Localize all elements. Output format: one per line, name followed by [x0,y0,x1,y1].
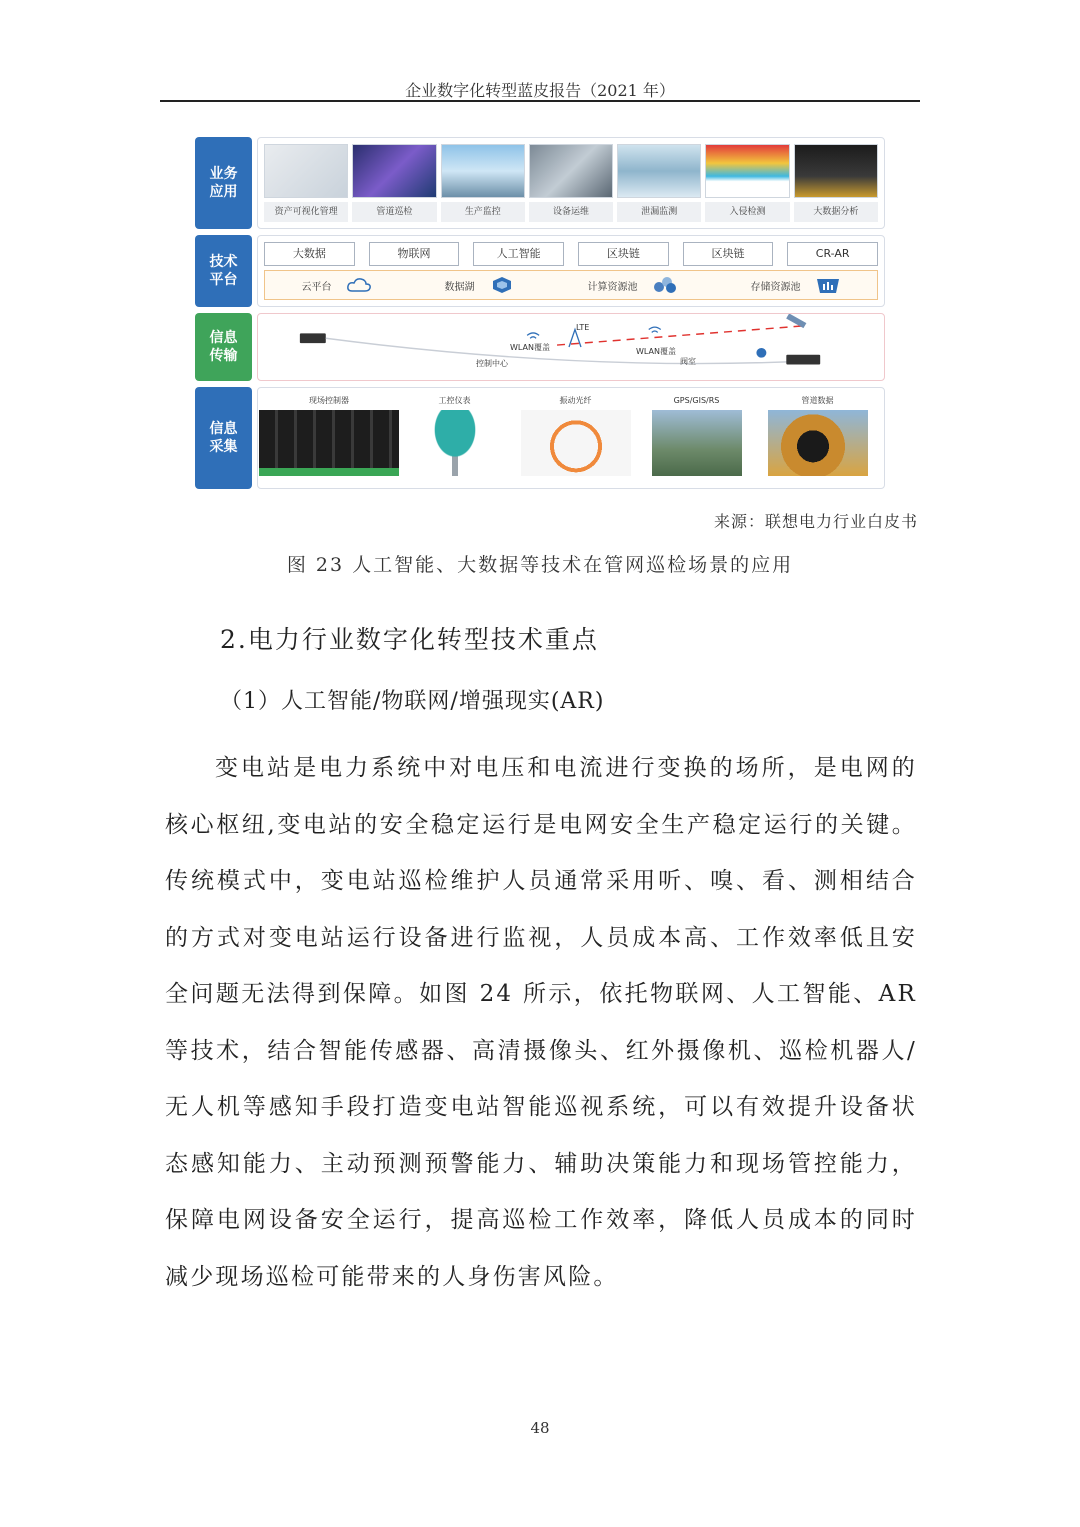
row-label-collection: 信息采集 [195,387,252,489]
collection-item: 现场控制器 [264,394,394,482]
row-label-tech: 技术平台 [195,235,252,307]
collection-item: 振动光纤 [515,394,636,482]
header-rule [160,100,920,102]
control-center-label: 控制中心 [476,359,508,368]
app-equipment-ops: 设备运维 [529,144,613,222]
tech-box [257,235,885,307]
subsection-title: （1）人工智能/物联网/增强现实(AR) [220,689,605,714]
resource-compute: 计算资源池 [588,276,678,294]
heatmap-thumbnail [705,144,789,198]
bigdata-thumbnail [794,144,878,198]
tech-tag: 区块链 [683,242,774,266]
collection-item: GPS/GIS/RS [636,394,757,482]
body-paragraph: 变电站是电力系统中对电压和电流进行变换的场所，是电网的核心枢纽,变电站的安全稳定运行是电网安全生产稳定运行的关键。传统模式中，变电站巡检维护人员通常采用听、嗅、看、测相结合的方式对变电站运行设备进行监视，人员成本高、工作效率低且安全问题无法得到保障。如图 24 所示，依托物联网、人工智能、AR 等技术，结合智能传感器、高清摄像头、红外摄像机、巡检机器人/无人机等感知手段打造变电站智能巡视系统，可以有效提升设备状态感知能力、主动预测预警能力、辅助决策能力和现场管控能力，保障电网设备安全运行，提高巡检工作效率，降低人员成本的同时减少现场巡检可能带来的人身伤害风险。 [165,755,917,1290]
collection-box [257,387,885,489]
monitor-thumbnail [441,144,525,198]
app-production-monitor: 生产监控 [441,144,525,222]
row-label-business: 业务应用 [195,137,252,229]
row-label-transmission: 信息传输 [195,313,252,381]
factory-thumbnail [529,144,613,198]
tech-tag: 区块链 [578,242,669,266]
figure-caption: 图 23 人工智能、大数据等技术在管网巡检场景的应用 [286,554,794,576]
database-icon [489,276,515,294]
map-thumbnail [264,144,348,198]
controller-image [259,410,399,476]
tech-tag: 大数据 [264,242,355,266]
wifi-icon [527,327,661,338]
section-title: 2.电力行业数字化转型技术重点 [220,625,599,654]
transmission-diagram [258,314,884,380]
app-leak-monitor: 泄漏监测 [617,144,701,222]
wlan-label: WLAN覆盖 [636,347,677,356]
tech-tag: 物联网 [369,242,460,266]
transmission-box [257,313,885,381]
figure-source: 来源：联想电力行业白皮书 [713,512,918,531]
row-transmission [195,313,885,381]
cloud-icon [346,276,372,294]
resource-storage: 存储资源池 [751,276,841,294]
running-header: 企业数字化转型蓝皮报告（2021 年） [405,81,675,100]
pipe-thumbnail [617,144,701,198]
tech-tag: CR-AR [787,242,878,266]
row-tech [195,235,885,307]
figure-23 [195,137,885,492]
storage-icon [815,276,841,294]
wlan-label: WLAN覆盖 [510,343,551,352]
app-pipeline-patrol: 管道巡检 [352,144,436,222]
resource-cloud: 云平台 [302,276,372,294]
row-collection [195,387,885,489]
dish-icon [756,348,766,358]
valve-room-label: 阀室 [680,357,696,366]
app-intrusion-detect: 入侵检测 [705,144,789,222]
meter-image [420,410,490,476]
app-asset-visual: 资产可视化管理 [264,144,348,222]
collection-item: 工控仪表 [394,394,515,482]
row-business [195,137,885,229]
pipe-image [768,410,868,476]
tech-tag: 人工智能 [473,242,564,266]
dashboard-thumbnail [352,144,436,198]
resource-datalake: 数据湖 [445,276,515,294]
fiber-image [521,410,631,476]
apps-box [257,137,885,229]
page-number: 48 [530,1419,550,1437]
app-bigdata-analysis: 大数据分析 [794,144,878,222]
collection-item: 管道数据 [757,394,878,482]
aircraft-image [652,410,742,476]
compute-icon [652,276,678,294]
lte-label: LTE [576,323,590,332]
